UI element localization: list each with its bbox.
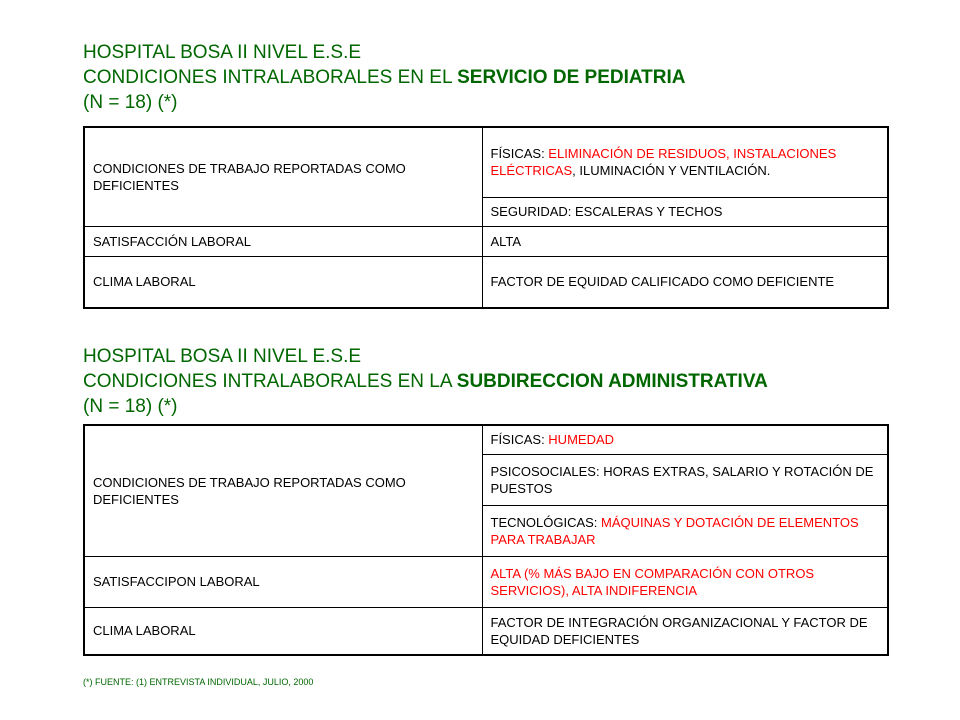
table-row — [84, 425, 888, 454]
fisicas-prefix: FÍSICAS: — [490, 432, 549, 448]
table-row — [84, 556, 888, 607]
fisicas-cell — [482, 425, 888, 454]
table-row — [84, 256, 888, 308]
section2-service-name: SUBDIRECCION ADMINISTRATIVA — [456, 371, 768, 392]
fisicas-cell — [482, 127, 888, 197]
section1-heading — [83, 40, 686, 115]
section1-sample-size: (N = 18) (*) — [83, 92, 178, 113]
tecnologicas-prefix: TECNOLÓGICAS: — [490, 514, 602, 530]
subdireccion-conditions-table — [83, 424, 889, 656]
satisfaccion-value-cell: ALTA (% MÁS BAJO EN COMPARACIÓN CON OTROS SERVICIOS), ALTA INDIFERENCIA — [482, 556, 888, 607]
fisicas-highlight: ELIMINACIÓN DE RESIDUOS, INSTALACIONES ELÉCTRICAS — [490, 146, 837, 179]
satisfaccion-label-cell: SATISFACCIÓN LABORAL — [84, 226, 482, 256]
table-row — [84, 127, 888, 197]
conditions-label-cell: CONDICIONES DE TRABAJO REPORTADAS COMO DEFICIENTES — [84, 127, 482, 226]
table-row — [84, 226, 888, 256]
section1-subtitle — [83, 65, 686, 90]
section1-subtitle-prefix: CONDICIONES INTRALABORALES EN EL — [83, 67, 458, 88]
tecnologicas-cell — [482, 505, 888, 556]
table-row — [84, 607, 888, 655]
clima-label-cell: CLIMA LABORAL — [84, 607, 482, 655]
section2-sample-size: (N = 18) (*) — [83, 396, 178, 417]
seguridad-cell: SEGURIDAD: ESCALERAS Y TECHOS — [482, 197, 888, 226]
fisicas-prefix: FÍSICAS: — [490, 146, 549, 162]
section2-subtitle-prefix: CONDICIONES INTRALABORALES EN LA — [83, 371, 457, 392]
clima-label-cell: CLIMA LABORAL — [84, 256, 482, 308]
clima-value-cell: FACTOR DE INTEGRACIÓN ORGANIZACIONAL Y FACTOR DE EQUIDAD DEFICIENTES — [482, 607, 888, 655]
conditions-label-cell: CONDICIONES DE TRABAJO REPORTADAS COMO DEFICIENTES — [84, 425, 482, 556]
psicosociales-cell: PSICOSOCIALES: HORAS EXTRAS, SALARIO Y ROTACIÓN DE PUESTOS — [482, 454, 888, 505]
pediatria-conditions-table — [83, 126, 889, 309]
source-footnote: (*) FUENTE: (1) ENTREVISTA INDIVIDUAL, JULIO, 2000 — [83, 677, 314, 687]
clima-value-cell: FACTOR DE EQUIDAD CALIFICADO COMO DEFICIENTE — [482, 256, 888, 308]
satisfaccion-label-cell: SATISFACCIPON LABORAL — [84, 556, 482, 607]
satisfaccion-value-cell: ALTA — [482, 226, 888, 256]
section2-heading — [83, 344, 768, 419]
section2-subtitle — [83, 369, 768, 394]
section1-hospital-name: HOSPITAL BOSA II NIVEL E.S.E — [83, 42, 362, 63]
fisicas-highlight: HUMEDAD — [548, 432, 615, 448]
section1-service-name: SERVICIO DE PEDIATRIA — [457, 67, 686, 88]
tecnologicas-highlight: MÁQUINAS Y DOTACIÓN DE ELEMENTOS PARA TRABAJAR — [490, 514, 859, 547]
fisicas-rest: , ILUMINACIÓN Y VENTILACIÓN. — [572, 163, 771, 179]
section2-hospital-name: HOSPITAL BOSA II NIVEL E.S.E — [83, 346, 362, 367]
